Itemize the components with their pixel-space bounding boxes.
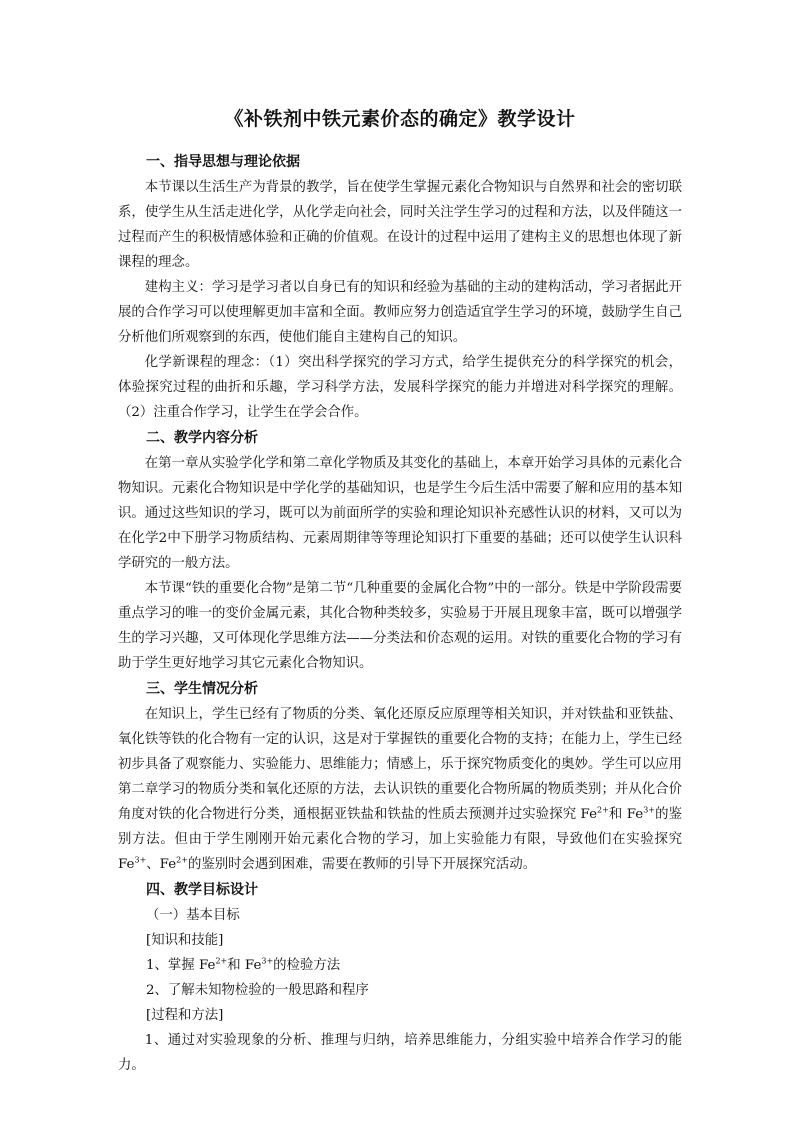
text-run: 在知识上，学生已经有了物质的分类、氧化还原反应原理等相关知识，并对铁盐和亚铁盐、氧化铁等铁的化合物有一定的认识，这是对于掌握铁的重要化合物的支持；在能力上，学生已经初步具备了观察能力、实验能力、思维能力；情感上，乐于探究物质变化的奥妙。学生可以应用第二章学习的物质分类和氧化还原的方法，去认识铁的重要化合物所属的物质类别；并从化合价角度对铁的化合物进行分类，通根据亚铁盐和铁盐的性质去预测并过实验探究 Fe (118, 707, 682, 822)
section-content-analysis (118, 425, 682, 676)
superscript: 3+ (261, 956, 274, 966)
paragraph: 本节课“铁的重要化合物”是第二节“几种重要的金属化合物”中的一部分。铁是中学阶段需要重点学习的唯一的变价金属元素，其化合物种类较多，实验易于开展且现象丰富，既可以增强学生的学习兴趣，又可体现化学思维方法——分类法和价态观的运用。对铁的重要化合物的学习有助于学生更好地学习其它元素化合物知识。 (118, 581, 682, 671)
list-item (118, 953, 682, 978)
text-run: 和 Fe (227, 958, 262, 973)
list-item: 2、了解未知物检验的一般思路和程序 (146, 983, 369, 998)
section-student-analysis (118, 676, 682, 877)
superscript: 2+ (215, 956, 228, 966)
paragraph: 在第一章从实验学化学和第二章化学物质及其变化的基础上，本章开始学习具体的元素化合物知识。元素化合物知识是中学化学的基础知识，也是学生今后生活中需要了解和应用的基本知识。通过这些知识的学习，既可以为前面所学的实验和理论知识补充感性认识的材料，又可以为在化学2中下册学习物质结构、元素周期律等等理论知识打下重要的基础；还可以使学生认识科学研究的一般方法。 (118, 456, 682, 571)
document-title: 《补铁剂中铁元素价态的确定》教学设计 (224, 108, 576, 130)
paragraph: 本节课以生活生产为背景的教学，旨在使学生掌握元素化合物知识与自然界和社会的密切联系，使学生从生活走进化学，从化学走向社会，同时关注学生学习的过程和方法，以及伴随这一过程而产生的积极情感体验和正确的价值观。在设计的过程中运用了建构主义的思想也体现了新课程的理念。 (118, 180, 682, 270)
list-item: 1、通过对实验现象的分析、推理与归纳，培养思维能力，分组实验中培养合作学习的能力。 (118, 1033, 682, 1073)
text-run: 的鉴别时会遇到困难，需要在教师的引导下开展探究活动。 (187, 857, 537, 872)
superscript: 3+ (134, 855, 147, 865)
section-heading: 三、学生情况分析 (146, 681, 258, 697)
label-process-method: [过程和方法] (146, 1008, 224, 1023)
paragraph: 建构主义：学习是学习者以自身已有的知识和经验为基础的主动的建构活动，学习者据此开展的合作学习可以使理解更加丰富和全面。教师应努力创造适宜学生学习的环境，鼓励学生自己分析他们所观察到的东西，使他们能自主建构自己的知识。 (118, 280, 682, 345)
text-run: 、Fe (146, 857, 177, 872)
superscript: 2+ (597, 805, 609, 815)
text-run: 的检验方法 (273, 958, 341, 973)
paragraph (118, 702, 682, 877)
section-heading: 二、教学内容分析 (146, 430, 258, 446)
superscript: 2+ (176, 855, 188, 865)
superscript: 3+ (643, 805, 656, 815)
subheading-basic-goal: （一）基本目标 (146, 908, 240, 923)
section-teaching-goals (118, 877, 682, 1078)
section-heading: 一、指导思想与理论依据 (146, 154, 300, 170)
paragraph: 化学新课程的理念：（1）突出科学探究的学习方式，给学生提供充分的科学探究的机会，体验探究过程的曲折和乐趣，学习科学方法，发展科学探究的能力并增进对科学探究的理解。（2）注重合作学习，让学生在学会合作。 (118, 355, 682, 420)
text-run: 的鉴别方法。但由于学生刚刚开始元素化合物的学习，加上实验能力有限，导致他们在实验探究 Fe (118, 807, 682, 872)
section-guiding-ideas (118, 149, 682, 425)
text-run: 1、掌握 Fe (146, 958, 216, 973)
section-heading: 四、教学目标设计 (146, 882, 258, 898)
text-run: 和 Fe (608, 807, 644, 822)
label-knowledge-skill: [知识和技能] (146, 933, 224, 948)
